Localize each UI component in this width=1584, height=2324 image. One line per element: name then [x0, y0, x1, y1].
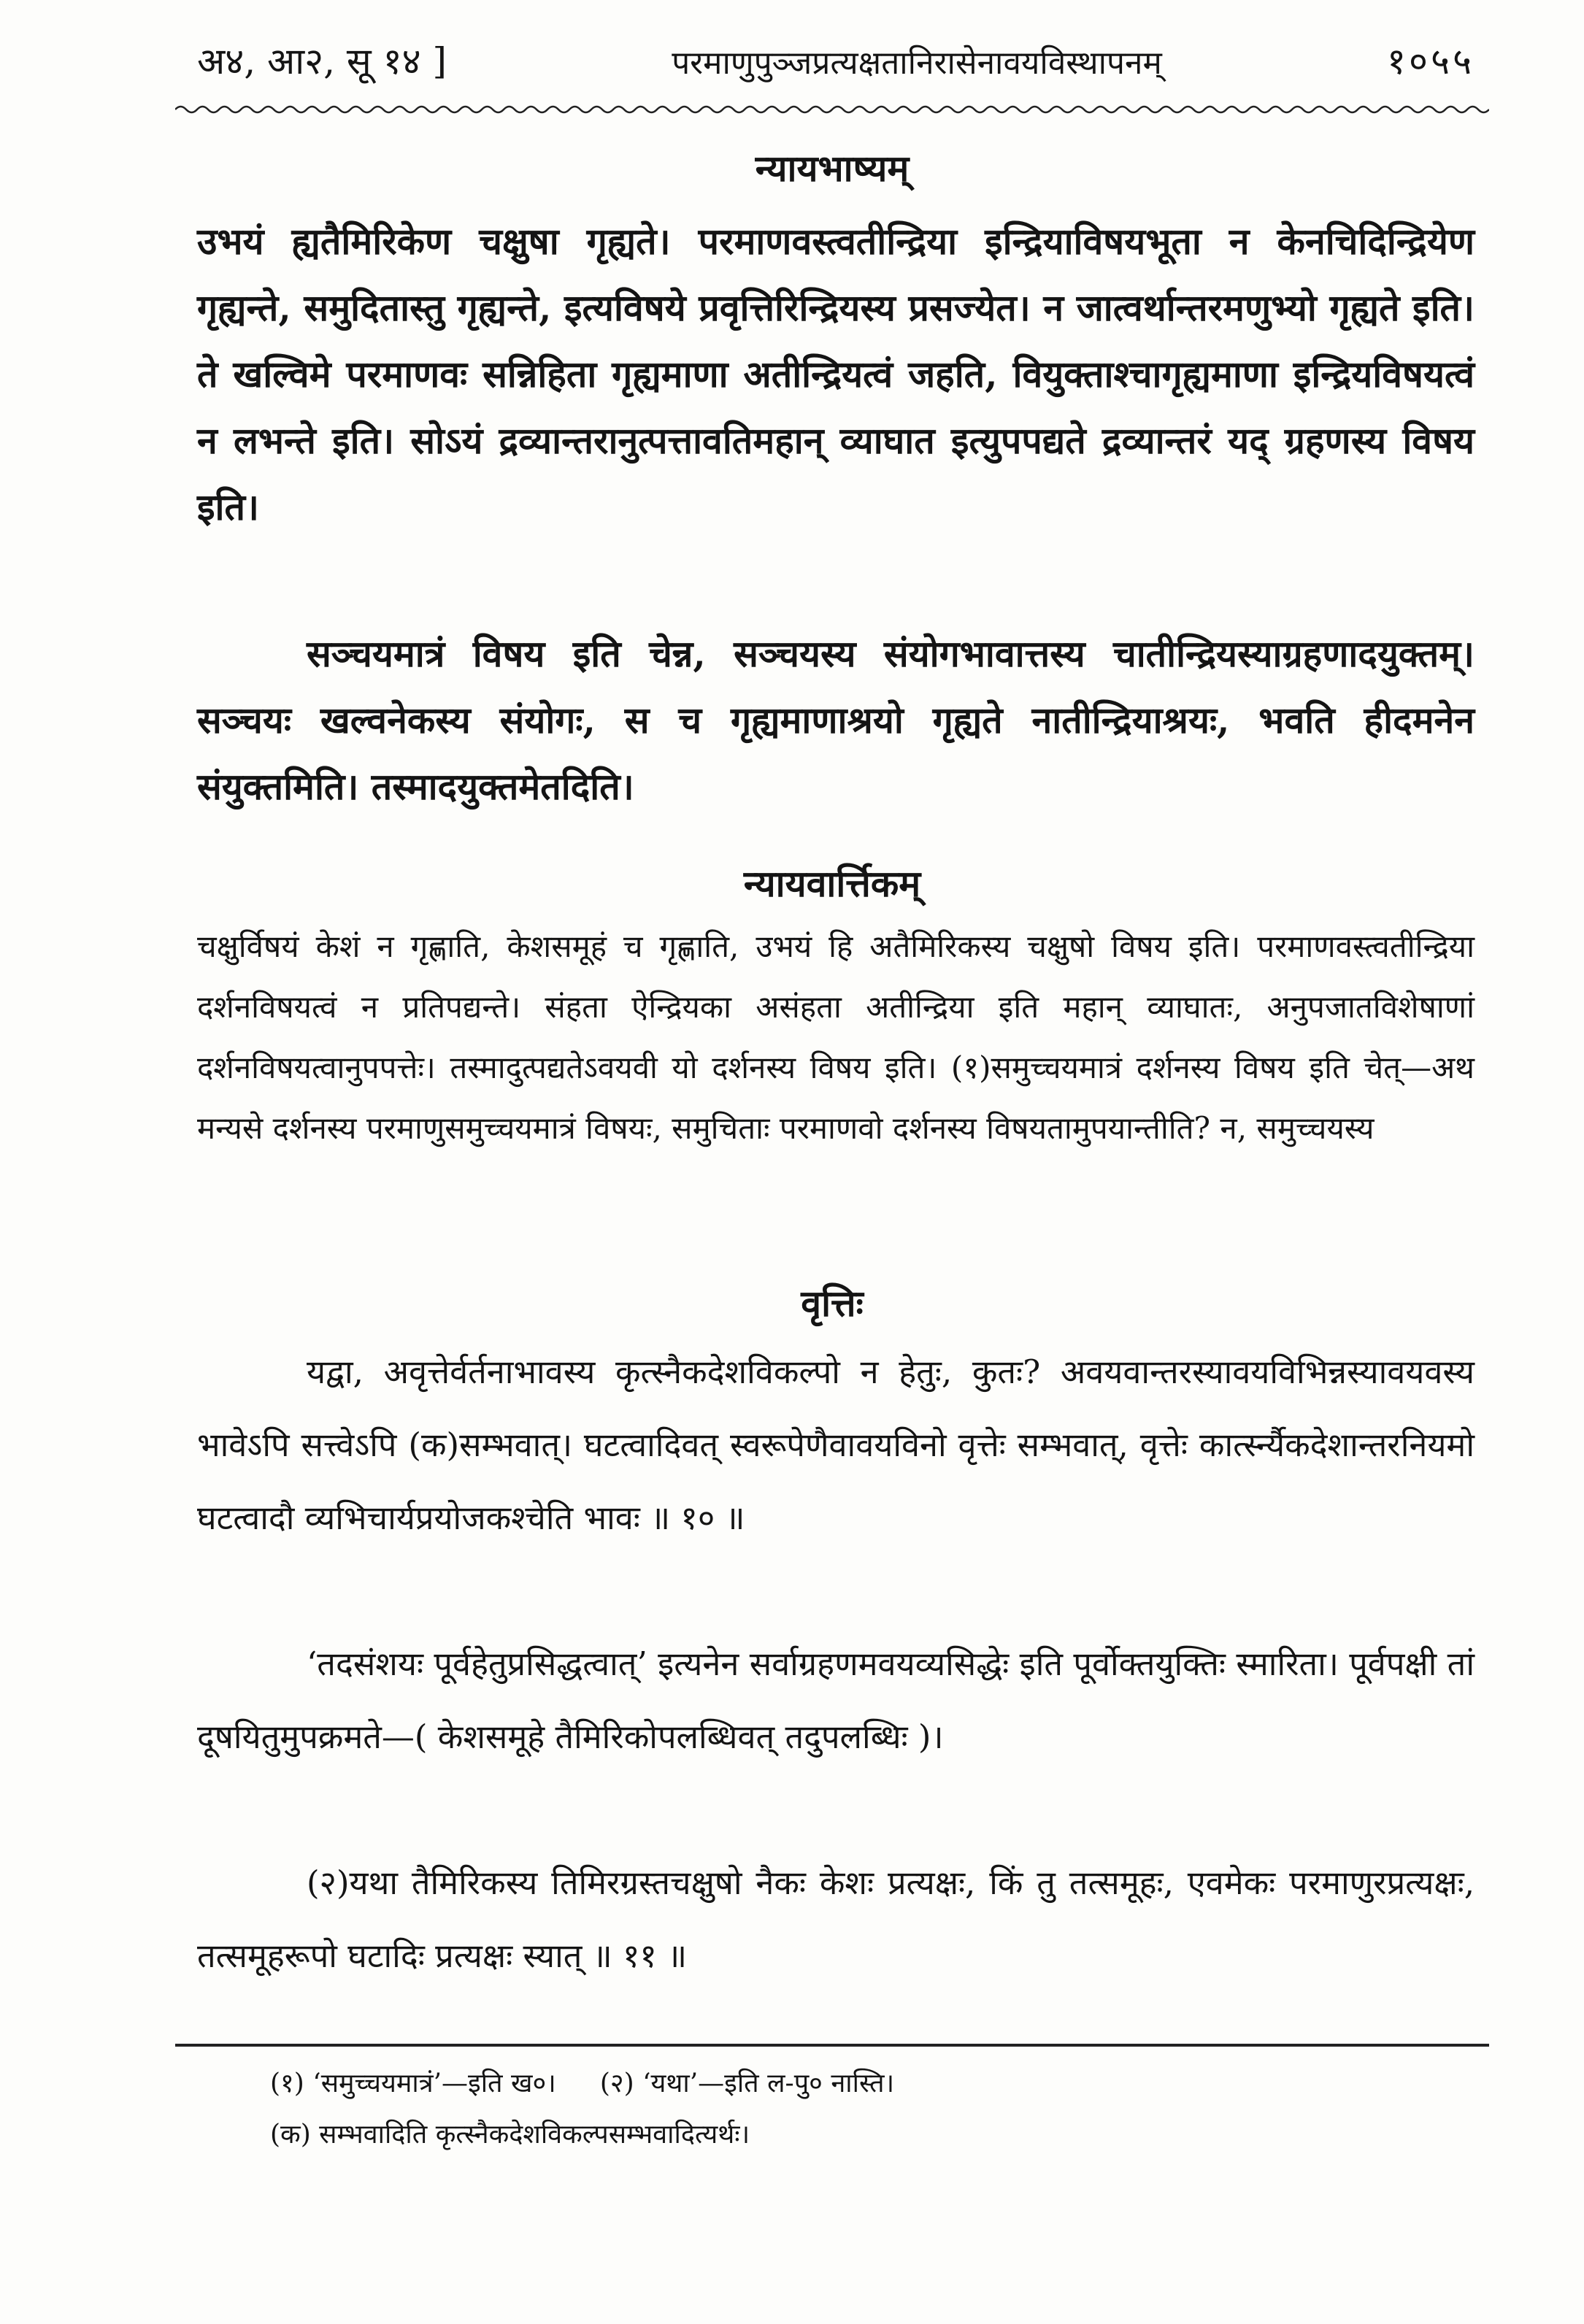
vritti-paragraph-2: ‘तदसंशयः पूर्वहेतुप्रसिद्धत्वात्’ इत्यनेन सर्वाग्रहणमवयव्यसिद्धेः इति पूर्वोक्तयुक्तिः स्मारिता। पूर्वपक्षी तां दूषयितुमुपक्रमते—( केशसमूहे तैमिरिकोपलब्धिवत् तदुपलब्धिः )।	[197, 1644, 1475, 1756]
vritti-paragraph-3: (२)यथा तैमिरिकस्य तिमिरग्रस्तचक्षुषो नैकः केशः प्रत्यक्षः, किं तु तत्समूहः, एवमेकः परमाणुरप्रत्यक्षः, तत्समूहरूपो घटादिः प्रत्यक्षः स्यात् ॥ ११ ॥	[197, 1863, 1475, 1975]
running-header	[197, 35, 1475, 101]
footnote-2: (२) ‘यथा’—इति ल-पु० नास्ति।	[599, 2069, 895, 2098]
running-title: परमाणुपुञ्जप्रत्यक्षतानिरासेनावयविस्थापनम्	[672, 45, 1162, 82]
nyaya-bhashya-paragraph-2: सञ्चयमात्रं विषय इति चेन्न, सञ्चयस्य संयोगभावात्तस्य चातीन्द्रियस्याग्रहणादयुक्तम्। सञ्चयः खल्वनेकस्य संयोगः, स च गृह्यमाणाश्रयो गृह्यते नातीन्द्रियाश्रयः, भवति हीदमनेन संयुक्तमिति। तस्मादयुक्तमेतदिति।	[197, 632, 1475, 808]
nyaya-vartika-paragraph: चक्षुर्विषयं केशं न गृह्णाति, केशसमूहं च गृह्णाति, उभयं हि अतैमिरिकस्य चक्षुषो विषय इति। परमाणवस्त्वतीन्द्रिया दर्शनविषयत्वं न प्रतिपद्यन्ते। संहता ऐन्द्रियका असंहता अतीन्द्रिया इति महान् व्याघातः, अनुपजातविशेषाणां दर्शनविषयत्वानुपपत्तेः। तस्मादुत्पद्यतेऽवयवी यो दर्शनस्य विषय इति। (१)समुच्चयमात्रं दर्शनस्य विषय इति चेत्—अथ मन्यसे दर्शनस्य परमाणुसमुच्चयमात्रं विषयः, समुचिताः परमाणवो दर्शनस्य विषयतामुपयान्तीति? न, समुच्चयस्य	[197, 928, 1475, 1146]
vritti-paragraph-1: यद्वा, अवृत्तेर्वर्तनाभावस्य कृत्स्नैकदेशविकल्पो न हेतुः, कुतः? अवयवान्तरस्यावयविभिन्नस्यावयवस्य भावेऽपि सत्त्वेऽपि (क)सम्भवात्। घटत्वादिवत् स्वरूपेणैवावयविनो वृत्तेः सम्भवात्, वृत्तेः कार्त्स्न्यैकदेशान्तरनियमो घटत्वादौ व्यभिचार्यप्रयोजकश्चेति भावः ॥ १० ॥	[197, 1353, 1475, 1537]
nyaya-bhashya-heading: न्यायभाष्यम्	[755, 147, 910, 190]
footnote-divider	[175, 2044, 1489, 2047]
nyaya-bhashya-paragraph-1: उभयं ह्यतैमिरिकेण चक्षुषा गृह्यते। परमाणवस्त्वतीन्द्रिया इन्द्रियाविषयभूता न केनचिदिन्द्रियेण गृह्यन्ते, समुदितास्तु गृह्यन्ते, इत्यविषये प्रवृत्तिरिन्द्रियस्य प्रसज्येत। न जात्वर्थान्तरमणुभ्यो गृह्यते इति। ते खल्विमे परमाणवः सन्निहिता गृह्यमाणा अतीन्द्रियत्वं जहति, वियुक्ताश्चागृह्यमाणा इन्द्रियविषयत्वं न लभन्ते इति। सोऽयं द्रव्यान्तरानुत्पत्तावतिमहान् व्याघात इत्युपपद्यते द्रव्यान्तरं यद् ग्रहणस्य विषय इति।	[197, 220, 1475, 528]
header-wavy-rule	[175, 104, 1489, 115]
footnote-1: (१) ‘समुच्चयमात्रं’—इति ख०।	[270, 2069, 556, 2098]
footnotes-line-1	[270, 2066, 1475, 2102]
footnote-ka: (क) सम्भवादिति कृत्स्नैकदेशविकल्पसम्भवादित्यर्थः।	[270, 2120, 750, 2150]
vritti-heading: वृत्तिः	[801, 1282, 864, 1325]
nyaya-vartika-heading: न्यायवार्त्तिकम्	[743, 862, 921, 905]
page-number: १०५५	[1387, 40, 1475, 82]
chapter-reference: अ४, आ२, सू १४ ]	[197, 40, 447, 82]
